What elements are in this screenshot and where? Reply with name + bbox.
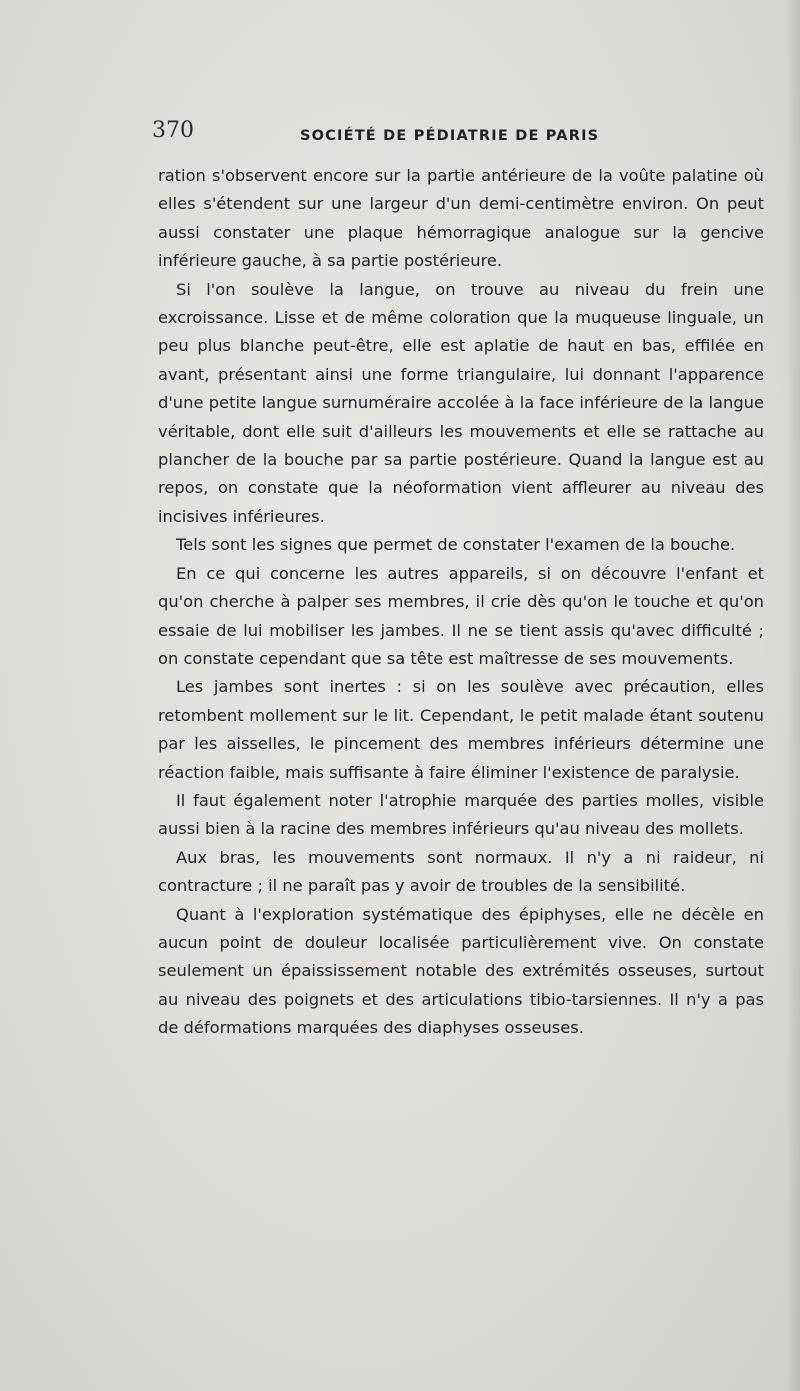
running-title: SOCIÉTÉ DE PÉDIATRIE DE PARIS	[300, 128, 600, 144]
paragraph-3: Tels sont les signes que permet de constater l'examen de la bouche.	[176, 535, 736, 555]
paragraph-8: Quant à l'exploration systématique des épiphyses, elle ne décèle en aucun point de douleur localisée particulièrement vive. On constate seulement un épaississement notable des extrémités osseuses, surtout au niveau des poignets et des articulations tibio-tarsiennes. Il n'y a pas de déformations marquées des diaphyses osseuses.	[158, 904, 764, 1038]
body-text	[158, 162, 764, 1043]
page-number: 370	[152, 118, 194, 143]
paragraph-5: Les jambes sont inertes : si on les soulève avec précaution, elles retombent mollement sur le lit. Cependant, le petit malade étant soutenu par les aisselles, le pincement des membres inférieurs détermine une réaction faible, mais suffisante à faire éliminer l'existence de paralysie.	[158, 677, 764, 782]
page-spine-shadow	[786, 0, 800, 1391]
page-header	[152, 118, 762, 158]
paragraph-7: Aux bras, les mouvements sont normaux. Il n'y a ni raideur, ni contracture ; il ne paraît pas y avoir de troubles de la sensibilité.	[158, 847, 764, 896]
paragraph-2: Si l'on soulève la langue, on trouve au niveau du frein une excroissance. Lisse et de même coloration que la muqueuse linguale, un peu plus blanche peut-être, elle est aplatie de haut en bas, effilée en avant, présentant ainsi une forme triangulaire, lui donnant l'apparence d'une petite langue surnuméraire accolée à la face inférieure de la langue véritable, dont elle suit d'ailleurs les mouvements et elle se rattache au plancher de la bouche par sa partie postérieure. Quand la langue est au repos, on constate que la néoformation vient affleurer au niveau des incisives inférieures.	[158, 279, 764, 526]
paragraph-6: Il faut également noter l'atrophie marquée des parties molles, visible aussi bien à la racine des membres inférieurs qu'au niveau des mollets.	[158, 790, 764, 839]
paragraph-4: En ce qui concerne les autres appareils, si on découvre l'enfant et qu'on cherche à palper ses membres, il crie dès qu'on le touche et qu'on essaie de lui mobiliser les jambes. Il ne se tient assis qu'avec difficulté ; on constate cependant que sa tête est maîtresse de ses mouvements.	[158, 563, 764, 668]
paragraph-1: ration s'observent encore sur la partie antérieure de la voûte palatine où elles s'étendent sur une largeur d'un demi-centimètre environ. On peut aussi constater une plaque hémorragique analogue sur la gencive inférieure gauche, à sa partie postérieure.	[158, 166, 764, 271]
